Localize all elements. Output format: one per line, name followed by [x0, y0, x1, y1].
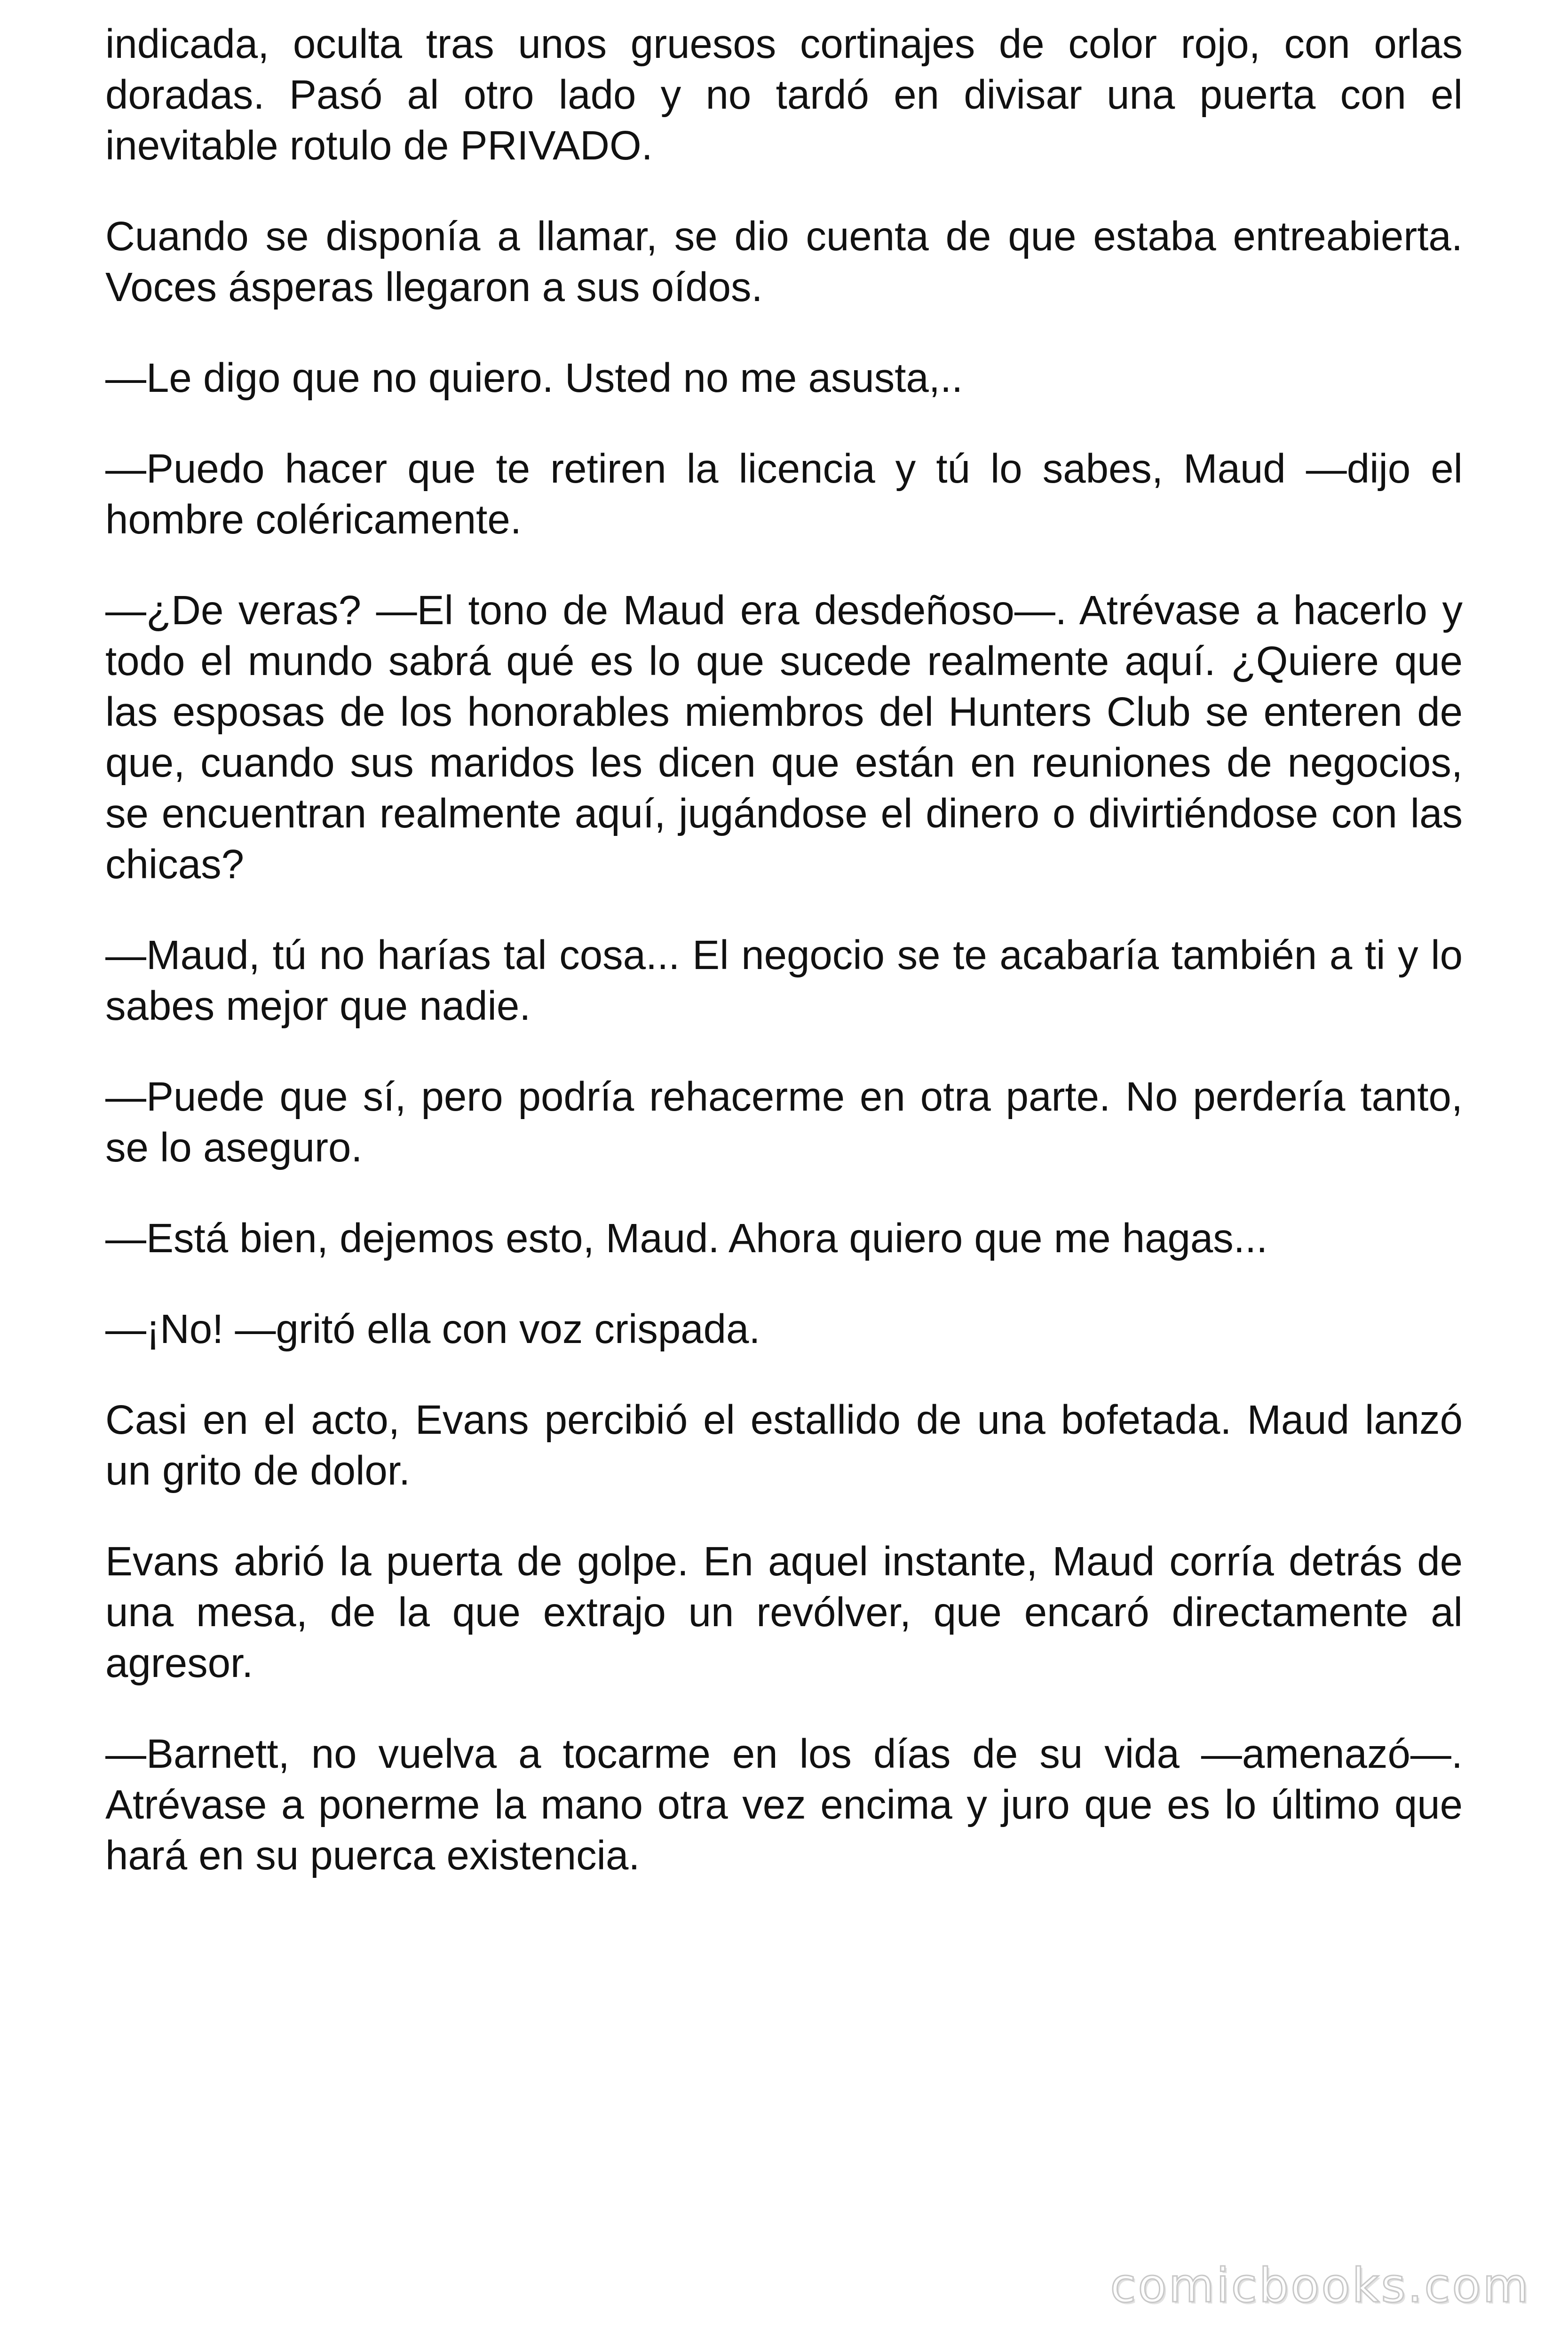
paragraph-9: —¡No! —gritó ella con voz crispada. [105, 1306, 760, 1352]
paragraph-7: —Puede que sí, pero podría rehacerme en otra parte. No perdería tanto, se lo aseguro. [105, 1074, 1463, 1170]
paragraph-3: —Le digo que no quiero. Usted no me asusta,.. [105, 355, 963, 401]
paragraph-5: —¿De veras? —El tono de Maud era desdeñoso—. Atrévase a hacerlo y todo el mundo sabrá qué es lo que sucede realmente aquí. ¿Quiere que las esposas de los honorables miembros del Hunters Club se enteren de que, cuando sus maridos les dicen que están en reuniones de negocios, se encuentran realmente aquí, jugándose el dinero o divirtiéndose con las chicas? [105, 588, 1463, 887]
paragraph-4: —Puedo hacer que te retiren la licencia y tú lo sabes, Maud —dijo el hombre coléricamente. [105, 446, 1463, 542]
paragraph-12: —Barnett, no vuelva a tocarme en los días de su vida —amenazó—. Atrévase a ponerme la mano otra vez encima y juro que es lo último que hará en su puerca existencia. [105, 1731, 1463, 1878]
paragraph-11: Evans abrió la puerta de golpe. En aquel instante, Maud corría detrás de una mesa, de la que extrajo un revólver, que encaró directamente al agresor. [105, 1539, 1463, 1686]
paragraph-1: indicada, oculta tras unos gruesos cortinajes de color rojo, con orlas doradas. Pasó al otro lado y no tardó en divisar una puerta con el inevitable rotulo de PRIVADO. [105, 21, 1463, 168]
paragraph-10: Casi en el acto, Evans percibió el estallido de una bofetada. Maud lanzó un grito de dolor. [105, 1397, 1463, 1494]
paragraph-2: Cuando se disponía a llamar, se dio cuenta de que estaba entreabierta. Voces ásperas llegaron a sus oídos. [105, 214, 1463, 310]
page-body [105, 19, 1463, 1921]
paragraph-8: —Está bien, dejemos esto, Maud. Ahora quiero que me hagas... [105, 1216, 1268, 1261]
watermark: comicbooks.com [1110, 2258, 1530, 2313]
paragraph-6: —Maud, tú no harías tal cosa... El negocio se te acabaría también a ti y lo sabes mejor que nadie. [105, 932, 1463, 1029]
